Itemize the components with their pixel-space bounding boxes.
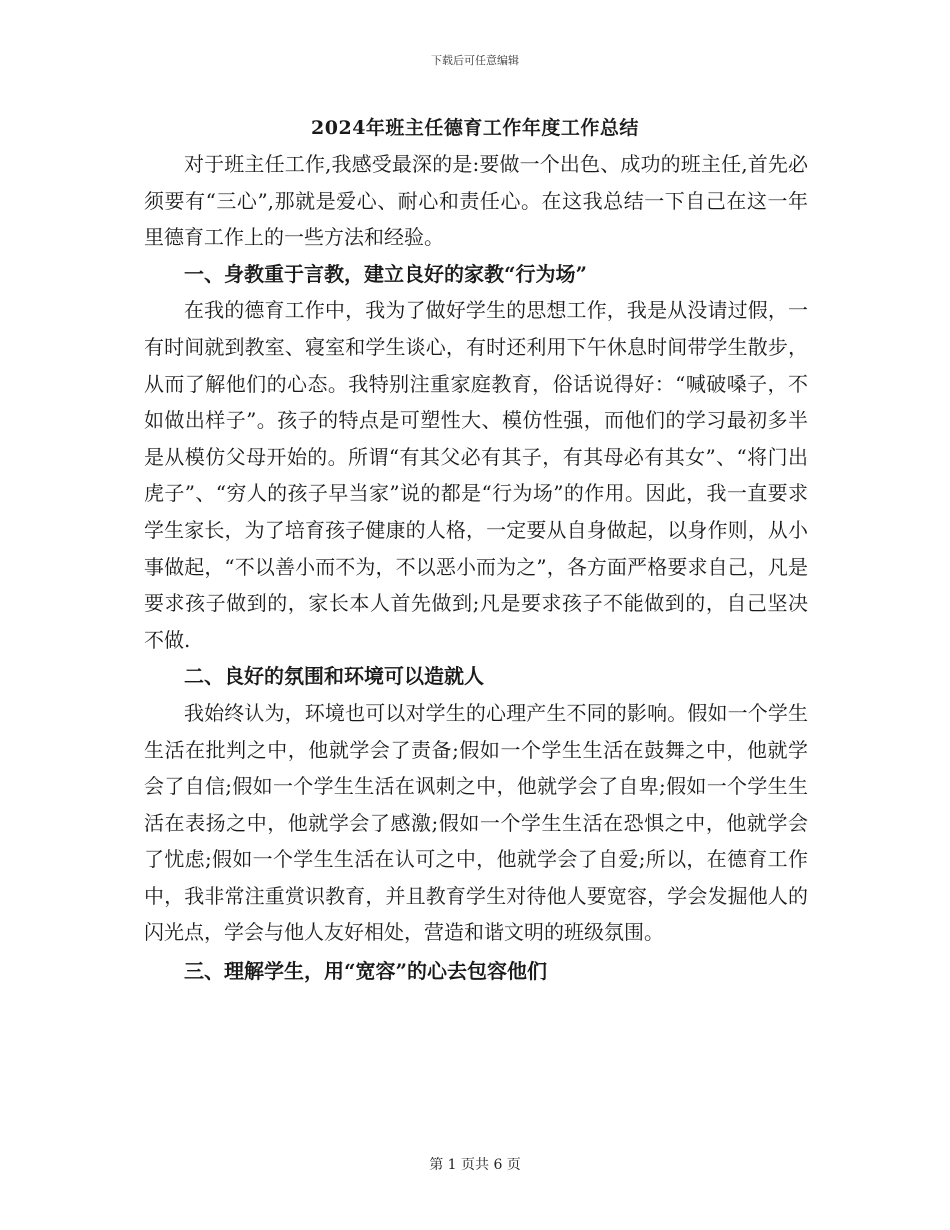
page-header-note: 下载后可任意编辑: [431, 54, 519, 67]
section-2-heading: 二、良好的氛围和环境可以造就人: [184, 664, 484, 689]
section-1-heading: 一、身教重于言教，建立良好的家教“行为场”: [184, 261, 588, 286]
intro-paragraph: 对于班主任工作,我感受最深的是:要做一个出色、成功的班主任,首先必须要有“三心”,那就是爱心、耐心和责任心。在这我总结一下自己在这一年里德育工作上的一些方法和经验。: [144, 152, 808, 250]
section-2-paragraph: 我始终认为，环境也可以对学生的心理产生不同的影响。假如一个学生生活在批判之中，他就学会了责备;假如一个学生生活在鼓舞之中，他就学会了自信;假如一个学生生活在讽刺之中，他就学会了自卑;假如一个学生生活在表扬之中，他就学会了感激;假如一个学生生活在恐惧之中，他就学会了忧虑;假如一个学生生活在认可之中，他就学会了自爱;所以，在德育工作中，我非常注重赏识教育，并且教育学生对待他人要宽容，学会发掘他人的闪光点，学会与他人友好相处，营造和谐文明的班级氛围。: [144, 700, 808, 945]
document-title: 2024年班主任德育工作年度工作总结: [311, 117, 639, 139]
section-3-heading: 三、理解学生，用“宽容”的心去包容他们: [184, 959, 548, 984]
page-number: 第 1 页共 6 页: [429, 1157, 521, 1173]
document-body: [144, 146, 808, 990]
section-1-paragraph: 在我的德育工作中，我为了做好学生的思想工作，我是从没请过假，一有时间就到教室、寝室和学生谈心，有时还利用下午休息时间带学生散步，从而了解他们的心态。我特别注重家庭教育，俗话说得好：“喊破嗓子，不如做出样子”。孩子的特点是可塑性大、模仿性强，而他们的学习最初多半是从模仿父母开始的。所谓“有其父必有其子，有其母必有其女”、“将门出虎子”、“穷人的孩子早当家”说的都是“行为场”的作用。因此，我一直要求学生家长，为了培育孩子健康的人格，一定要从自身做起，以身作则，从小事做起，“不以善小而不为，不以恶小而为之”，各方面严格要求自己，凡是要求孩子做到的，家长本人首先做到;凡是要求孩子不能做到的，自己坚决不做.: [144, 298, 808, 652]
